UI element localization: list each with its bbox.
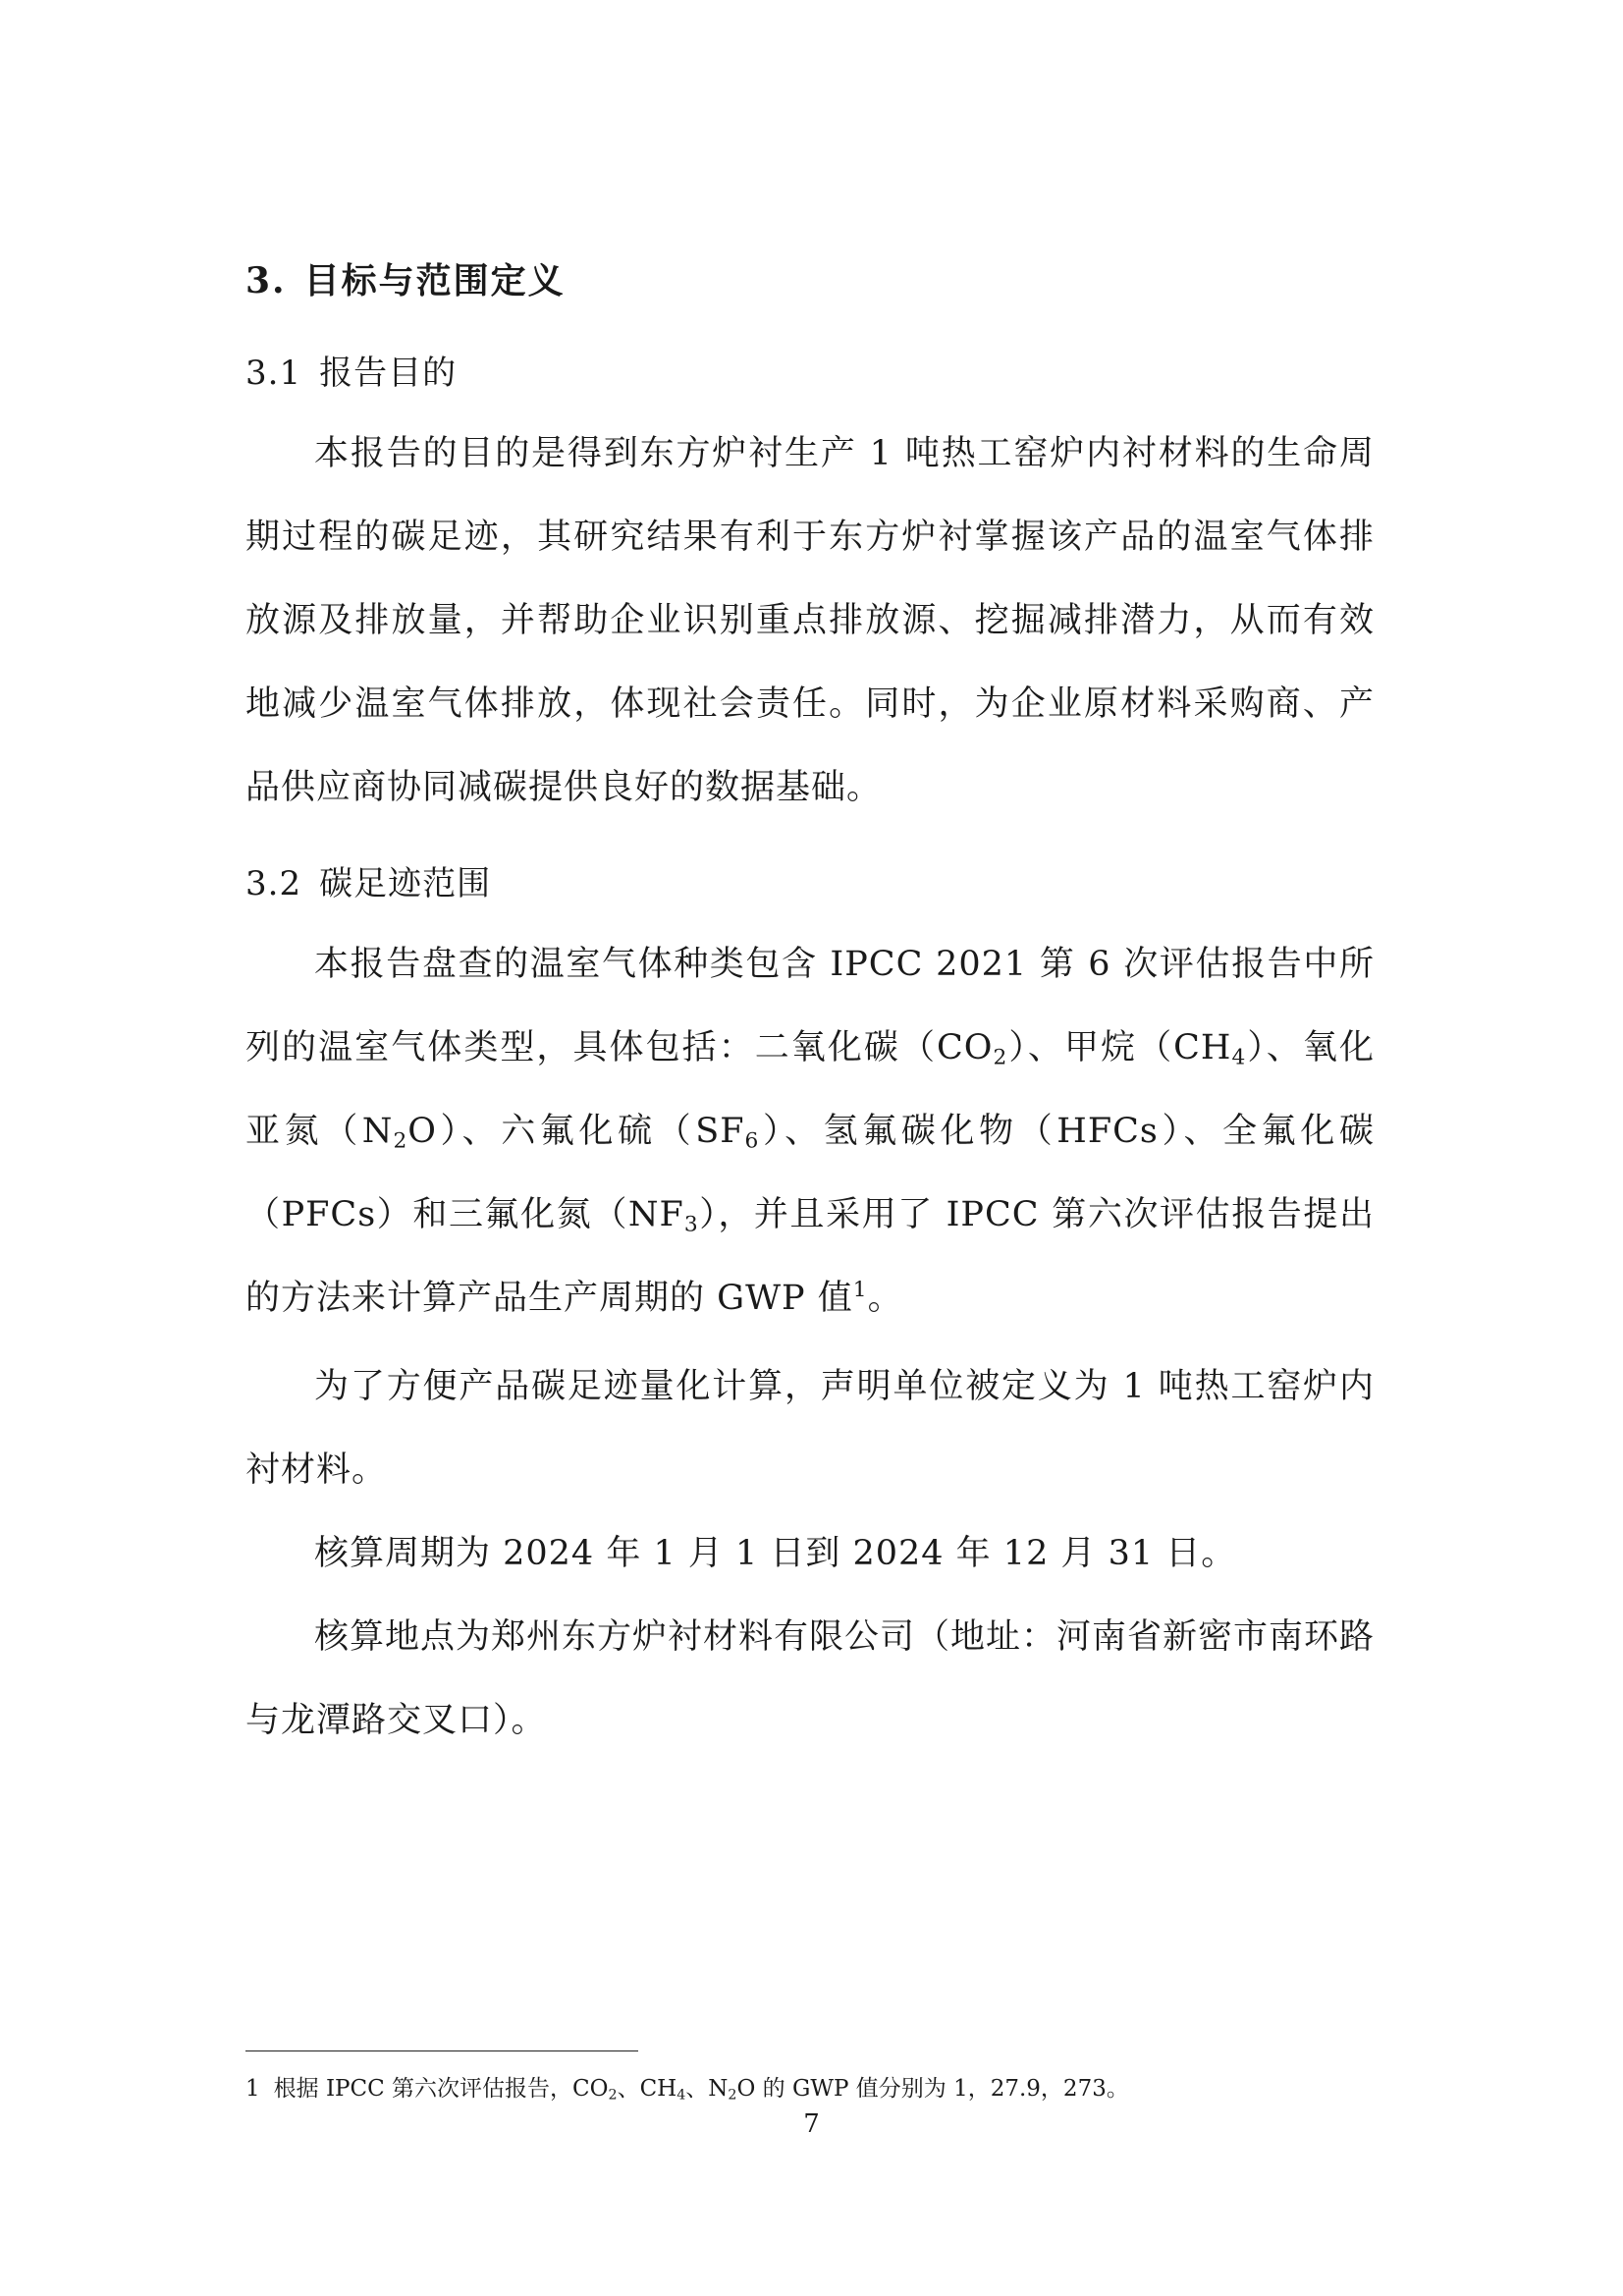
- text-run: O 的 GWP 值分别为 1，27.9，273。: [736, 2076, 1129, 2102]
- footnote-reference: 1: [852, 1277, 868, 1302]
- text-run: 。: [867, 1279, 903, 1318]
- subscript: 2: [728, 2087, 737, 2104]
- footnote-divider: [245, 2050, 638, 2051]
- subsection-heading-3-2: [245, 856, 491, 904]
- subsection-title: 报告目的: [319, 354, 458, 393]
- subscript: 4: [1231, 1045, 1247, 1070]
- paragraph-accounting-location: 核算地点为郑州东方炉衬材料有限公司（地址：河南省新密市南环路与龙潭路交叉口）。: [245, 1617, 1376, 1740]
- footnote-number: 1: [245, 2076, 260, 2102]
- subsection-title: 碳足迹范围: [319, 864, 492, 903]
- text-run: ）、甲烷（CH: [1007, 1028, 1232, 1067]
- text-run: 、N: [685, 2076, 729, 2102]
- paragraph-report-purpose: 本报告的目的是得到东方炉衬生产 1 吨热工窑炉内衬材料的生命周期过程的碳足迹，其研究结果有利于东方炉衬掌握该产品的温室气体排放源及排放量，并帮助企业识别重点排放源、挖掘减排潜力，从而有效地减少温室气体排放，体现社会责任。同时，为企业原材料采购商、产品供应商协同减碳提供良好的数据基础。: [245, 434, 1375, 807]
- paragraph-accounting-period: 核算周期为 2024 年 1 月 1 日到 2024 年 12 月 31 日。: [314, 1534, 1237, 1573]
- subscript: 2: [608, 2087, 618, 2104]
- subscript: 2: [393, 1128, 408, 1154]
- subsection-number: 3.2: [245, 864, 302, 903]
- section-title: 目标与范围定义: [303, 260, 566, 301]
- text-run: 根据 IPCC 第六次评估报告，CO: [273, 2076, 609, 2102]
- section-heading: [245, 253, 566, 303]
- subscript: 2: [993, 1045, 1008, 1070]
- subsection-number: 3.1: [245, 354, 302, 393]
- section-number: 3.: [245, 260, 287, 301]
- subsection-heading-3-1: [245, 346, 457, 394]
- subscript: 4: [676, 2087, 686, 2104]
- footnote: [245, 2070, 1129, 2103]
- text-run: ）、氧化亚氮（N: [245, 1028, 1375, 1151]
- text-run: ），并且采用了 IPCC 第六次评估报告提出的方法来计算产品生产周期的 GWP 值: [245, 1195, 1375, 1318]
- subscript: 3: [683, 1212, 699, 1237]
- text-run: ）、氢氟碳化物（HFCs）、全氟化碳（PFCs）和三氟化氮（NF: [245, 1112, 1375, 1234]
- text-run: O）、六氟化硫（SF: [407, 1112, 745, 1151]
- subscript: 6: [744, 1128, 760, 1154]
- paragraph-ghg-types: [245, 923, 1375, 1340]
- paragraph-declared-unit: 为了方便产品碳足迹量化计算，声明单位被定义为 1 吨热工窑炉内衬材料。: [245, 1367, 1375, 1490]
- text-run: 本报告盘查的温室气体种类包含 IPCC 2021 第 6 次评估报告中所列的温室气体类型，具体包括：二氧化碳（CO: [245, 945, 1375, 1067]
- text-run: 、CH: [617, 2076, 677, 2102]
- page-number: 7: [803, 2109, 820, 2139]
